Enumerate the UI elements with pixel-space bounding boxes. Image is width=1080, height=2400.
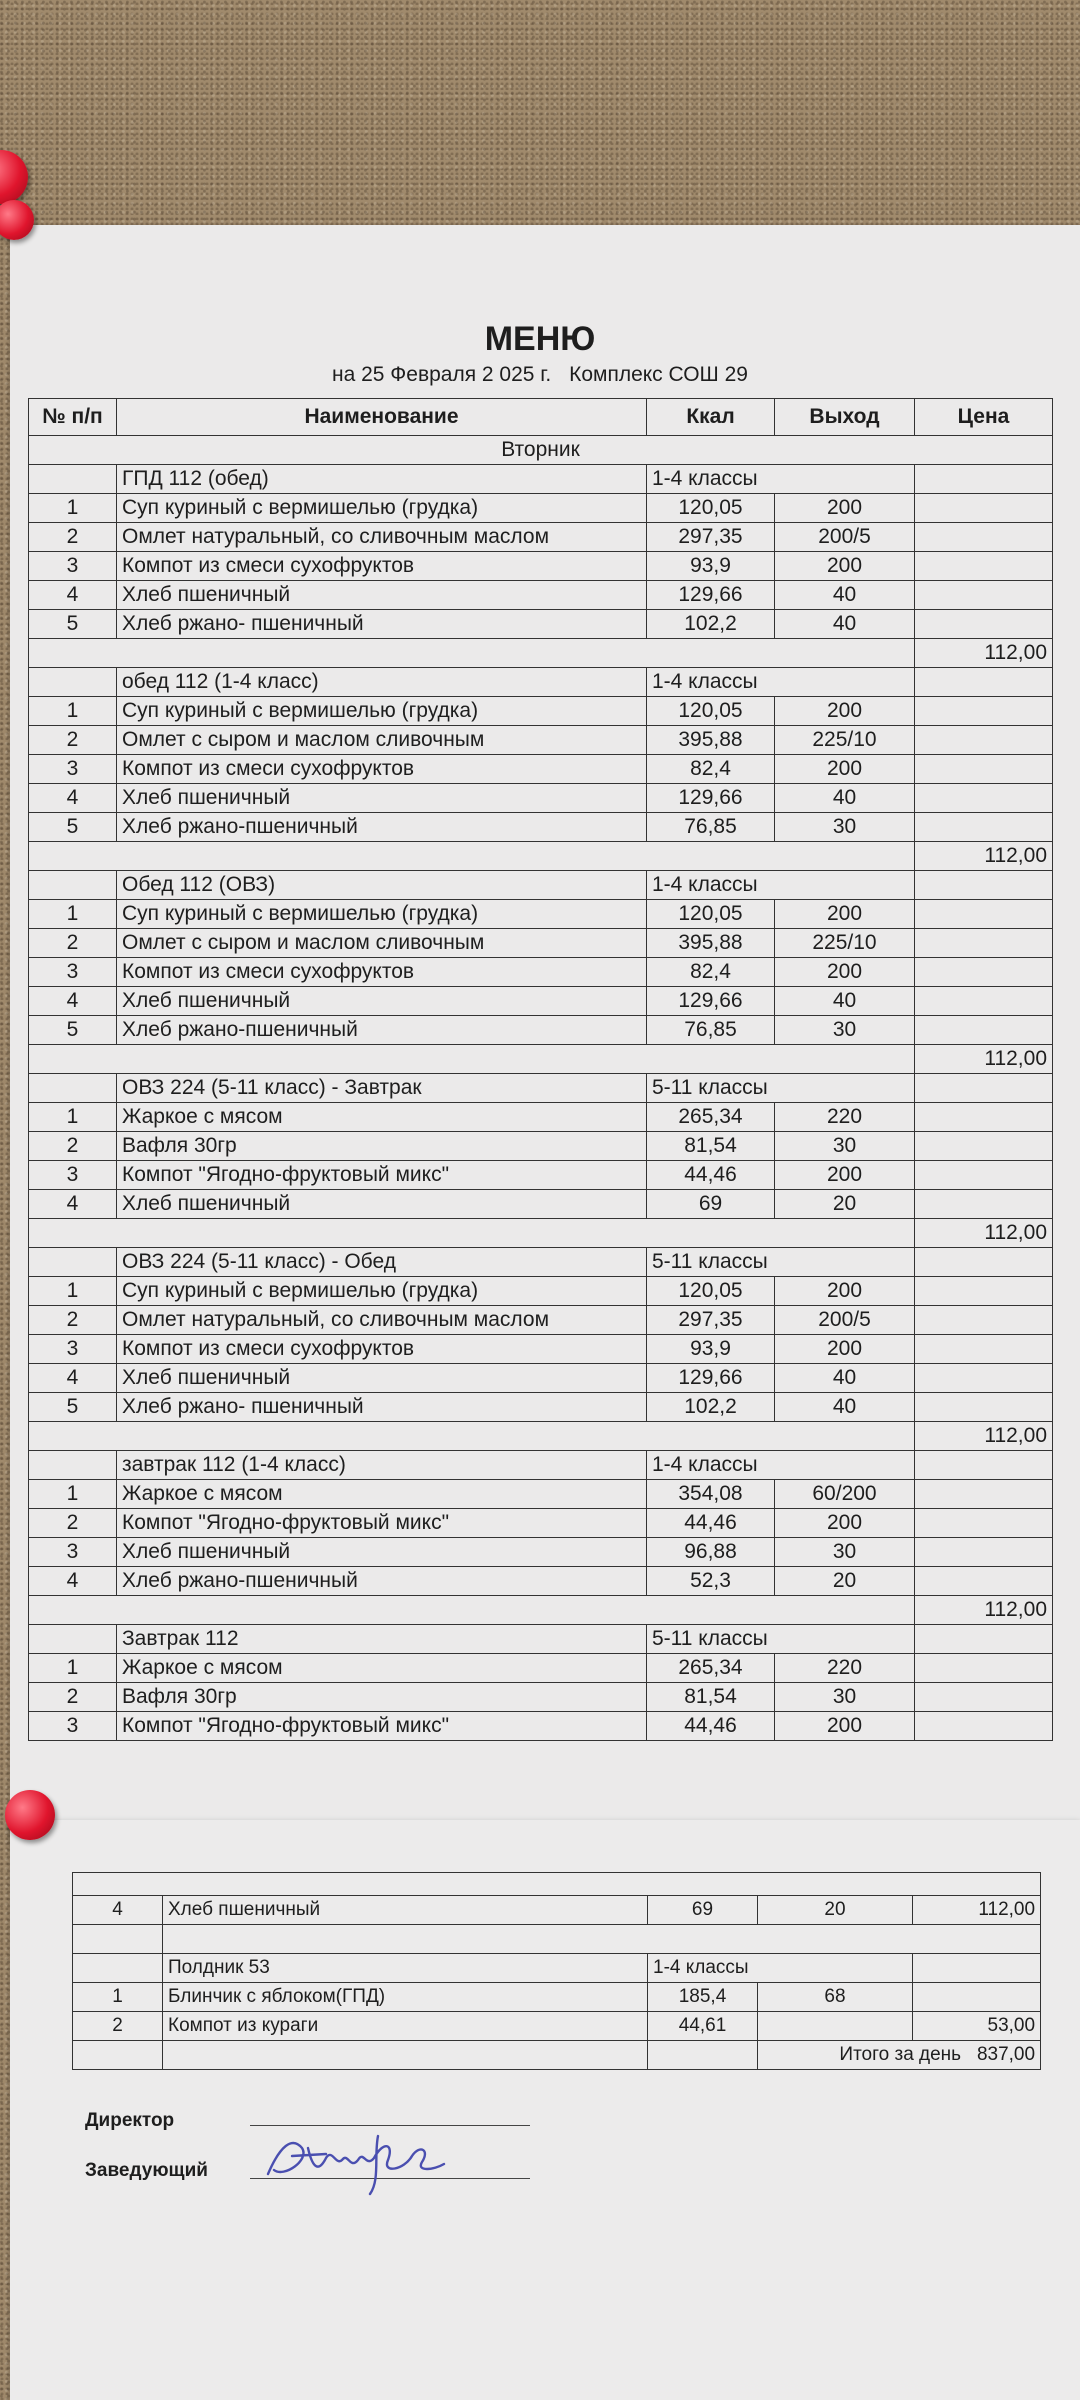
section-spacer (29, 465, 117, 494)
item-price (915, 1190, 1053, 1219)
item-number: 5 (29, 1016, 117, 1045)
section-total: 112,00 (915, 842, 1053, 871)
table-row (29, 813, 1053, 842)
item-price (915, 1538, 1053, 1567)
item-price (915, 523, 1053, 552)
item-kcal: 102,2 (647, 1393, 775, 1422)
item-output: 68 (758, 1983, 913, 2012)
table-row (29, 1393, 1053, 1422)
item-kcal: 129,66 (647, 784, 775, 813)
item-kcal: 44,46 (647, 1161, 775, 1190)
table-row (29, 929, 1053, 958)
item-output: 40 (775, 1364, 915, 1393)
item-price (915, 1393, 1053, 1422)
section-total-row (29, 1422, 1053, 1451)
item-kcal: 44,46 (647, 1712, 775, 1741)
item-price (915, 1335, 1053, 1364)
item-output: 30 (775, 813, 915, 842)
item-name: Компот из смеси сухофруктов (117, 755, 647, 784)
section-spacer (29, 1248, 117, 1277)
item-number: 3 (29, 1161, 117, 1190)
table-row (29, 1712, 1053, 1741)
total-spacer (29, 1422, 915, 1451)
item-name: Компот "Ягодно-фруктовый микс" (117, 1161, 647, 1190)
section-grade: 1-4 классы (647, 465, 915, 494)
table-row (29, 697, 1053, 726)
item-name: Суп куриный с вермишелью (грудка) (117, 697, 647, 726)
item-output: 200 (775, 494, 915, 523)
item-price (915, 900, 1053, 929)
push-pin-icon (0, 150, 28, 204)
item-output: 40 (775, 1393, 915, 1422)
item-name: Хлеб ржано- пшеничный (117, 610, 647, 639)
item-kcal: 185,4 (648, 1983, 758, 2012)
item-price (915, 697, 1053, 726)
section-header-row (29, 1451, 1053, 1480)
table-row (29, 1161, 1053, 1190)
table-row (29, 1683, 1053, 1712)
item-price (915, 1277, 1053, 1306)
section-total-row (29, 1045, 1053, 1074)
menu-date: на 25 Февраля 2 025 г. (332, 363, 552, 386)
table-row (29, 1190, 1053, 1219)
section-name: завтрак 112 (1-4 класс) (117, 1451, 647, 1480)
item-kcal: 52,3 (647, 1567, 775, 1596)
item-kcal: 69 (647, 1190, 775, 1219)
item-output: 200 (775, 755, 915, 784)
item-number: 2 (29, 1683, 117, 1712)
item-output: 40 (775, 784, 915, 813)
item-kcal: 76,85 (647, 1016, 775, 1045)
item-output: 60/200 (775, 1480, 915, 1509)
item-number: 2 (29, 1509, 117, 1538)
item-name: Омлет с сыром и маслом сливочным (117, 726, 647, 755)
item-price (915, 1161, 1053, 1190)
item-output: 200 (775, 552, 915, 581)
section-price-cell (915, 1074, 1053, 1103)
item-price (915, 1654, 1053, 1683)
section-price-cell (915, 668, 1053, 697)
item-number: 2 (29, 1306, 117, 1335)
item-kcal: 96,88 (647, 1538, 775, 1567)
item-kcal: 93,9 (647, 1335, 775, 1364)
menu-table (28, 398, 1053, 1741)
page-title: МЕНЮ (484, 320, 596, 358)
item-name: Омлет натуральный, со сливочным маслом (117, 1306, 647, 1335)
item-name: Хлеб ржано-пшеничный (117, 1016, 647, 1045)
total-spacer (29, 1596, 915, 1625)
table-row (73, 1983, 1041, 2012)
item-number: 3 (29, 958, 117, 987)
item-name: Компот из кураги (163, 2012, 648, 2041)
section-header-row (29, 1625, 1053, 1654)
item-name: Жаркое с мясом (117, 1480, 647, 1509)
item-price (915, 1306, 1053, 1335)
section-header-row (29, 871, 1053, 900)
item-price (915, 784, 1053, 813)
item-name: Хлеб ржано-пшеничный (117, 813, 647, 842)
table-row (29, 581, 1053, 610)
item-kcal: 120,05 (647, 900, 775, 929)
item-number: 3 (29, 1335, 117, 1364)
item-price (915, 610, 1053, 639)
item-price (915, 581, 1053, 610)
item-name: Хлеб пшеничный (163, 1896, 648, 1925)
table-row (29, 726, 1053, 755)
item-name: Вафля 30гр (117, 1132, 647, 1161)
item-kcal: 44,46 (647, 1509, 775, 1538)
table-row (29, 1480, 1053, 1509)
item-number: 2 (29, 1132, 117, 1161)
item-output: 30 (775, 1538, 915, 1567)
section-total-row (29, 842, 1053, 871)
section-name: Завтрак 112 (117, 1625, 647, 1654)
item-kcal: 297,35 (647, 1306, 775, 1335)
item-name: Вафля 30гр (117, 1683, 647, 1712)
item-output: 200 (775, 1712, 915, 1741)
section-name: ОВЗ 224 (5-11 класс) - Обед (117, 1248, 647, 1277)
item-name: Компот "Ягодно-фруктовый микс" (117, 1509, 647, 1538)
item-number: 4 (29, 987, 117, 1016)
item-price (915, 987, 1053, 1016)
table-header-row (29, 399, 1053, 436)
section-price-cell (915, 871, 1053, 900)
section-price-cell (915, 1248, 1053, 1277)
item-kcal: 297,35 (647, 523, 775, 552)
item-kcal: 120,05 (647, 494, 775, 523)
item-output: 225/10 (775, 726, 915, 755)
item-price (915, 726, 1053, 755)
item-number: 1 (29, 900, 117, 929)
item-kcal: 81,54 (647, 1132, 775, 1161)
section-total: 112,00 (915, 1596, 1053, 1625)
item-kcal: 129,66 (647, 581, 775, 610)
section-grade: 5-11 классы (647, 1074, 915, 1103)
total-spacer (29, 1045, 915, 1074)
item-number: 1 (73, 1983, 163, 2012)
item-price (915, 755, 1053, 784)
section-grade: 1-4 классы (647, 1451, 915, 1480)
section-header-row (29, 668, 1053, 697)
item-name: Суп куриный с вермишелью (грудка) (117, 900, 647, 929)
item-price (915, 1480, 1053, 1509)
item-name: Хлеб пшеничный (117, 987, 647, 1016)
table-row (29, 987, 1053, 1016)
item-kcal: 44,61 (648, 2012, 758, 2041)
table-row (73, 1896, 1041, 1925)
section-price-cell (915, 465, 1053, 494)
item-output: 200 (775, 958, 915, 987)
item-output: 200 (775, 1509, 915, 1538)
item-output: 30 (775, 1132, 915, 1161)
table-row (29, 1335, 1053, 1364)
item-price (915, 1683, 1053, 1712)
item-number: 2 (29, 726, 117, 755)
table-row (29, 784, 1053, 813)
table-row (29, 610, 1053, 639)
item-number: 3 (29, 552, 117, 581)
section-price-cell (915, 1451, 1053, 1480)
table-row (29, 1306, 1053, 1335)
push-pin-icon (5, 1790, 55, 1840)
section-header-row (29, 1074, 1053, 1103)
table-row (29, 1103, 1053, 1132)
item-price (915, 813, 1053, 842)
item-number: 3 (29, 755, 117, 784)
day-row (29, 436, 1053, 465)
item-name: Блинчик с яблоком(ГПД) (163, 1983, 648, 2012)
item-number: 3 (29, 1712, 117, 1741)
section-total-row (29, 1219, 1053, 1248)
col-header-number: № п/п (29, 399, 117, 436)
section-name: Полдник 53 (163, 1954, 648, 1983)
section-name: ГПД 112 (обед) (117, 465, 647, 494)
manager-label: Заведующий (85, 2160, 208, 2181)
item-name: Компот из смеси сухофруктов (117, 1335, 647, 1364)
table-row (29, 1277, 1053, 1306)
page-subtitle (0, 363, 1080, 387)
item-output: 200/5 (775, 1306, 915, 1335)
col-header-name: Наименование (117, 399, 647, 436)
item-number: 4 (29, 1190, 117, 1219)
section-name: Обед 112 (ОВЗ) (117, 871, 647, 900)
section-grade: 5-11 классы (647, 1625, 915, 1654)
item-kcal: 76,85 (647, 813, 775, 842)
item-output: 30 (775, 1683, 915, 1712)
item-kcal: 82,4 (647, 755, 775, 784)
item-price (915, 1509, 1053, 1538)
section-name: ОВЗ 224 (5-11 класс) - Завтрак (117, 1074, 647, 1103)
table-row (29, 755, 1053, 784)
item-price (915, 1364, 1053, 1393)
item-output: 225/10 (775, 929, 915, 958)
section-header-row (29, 1248, 1053, 1277)
item-price (915, 1712, 1053, 1741)
item-number: 1 (29, 1480, 117, 1509)
col-header-price: Цена (915, 399, 1053, 436)
item-output: 20 (775, 1190, 915, 1219)
item-kcal: 82,4 (647, 958, 775, 987)
item-name: Хлеб пшеничный (117, 1538, 647, 1567)
item-kcal: 265,34 (647, 1103, 775, 1132)
item-output: 40 (775, 610, 915, 639)
item-output: 20 (758, 1896, 913, 1925)
section-spacer (29, 1074, 117, 1103)
item-kcal: 69 (648, 1896, 758, 1925)
day-total-row (73, 2041, 1041, 2070)
day-total-value: 837,00 (976, 2044, 1036, 2065)
table-row (29, 552, 1053, 581)
item-price (915, 929, 1053, 958)
item-name: Омлет с сыром и маслом сливочным (117, 929, 647, 958)
section-spacer (29, 1451, 117, 1480)
item-price (915, 1132, 1053, 1161)
table-row (29, 1567, 1053, 1596)
menu-table-continued (72, 1872, 1041, 2070)
section-grade: 1-4 классы (647, 668, 915, 697)
item-kcal: 93,9 (647, 552, 775, 581)
item-number: 3 (29, 1538, 117, 1567)
item-price (915, 1567, 1053, 1596)
day-total-label: Итого за день (839, 2044, 962, 2065)
item-name: Жаркое с мясом (117, 1654, 647, 1683)
section-total: 112,00 (915, 1422, 1053, 1451)
item-number: 4 (29, 784, 117, 813)
item-number: 1 (29, 1103, 117, 1132)
table-row (29, 494, 1053, 523)
table-row (29, 523, 1053, 552)
day-name: Вторник (29, 436, 1053, 465)
item-name: Хлеб пшеничный (117, 1190, 647, 1219)
item-number: 2 (73, 2012, 163, 2041)
item-name: Компот "Ягодно-фруктовый микс" (117, 1712, 647, 1741)
item-name: Хлеб пшеничный (117, 581, 647, 610)
table-row (73, 1925, 1041, 1954)
item-name: Суп куриный с вермишелью (грудка) (117, 494, 647, 523)
section-spacer (29, 668, 117, 697)
item-kcal: 129,66 (647, 987, 775, 1016)
item-number: 2 (29, 523, 117, 552)
table-row (73, 1873, 1041, 1896)
section-grade: 1-4 классы (647, 871, 915, 900)
total-spacer (29, 639, 915, 668)
section-total: 53,00 (913, 2012, 1041, 2041)
table-row (29, 1132, 1053, 1161)
section-header-row (73, 1954, 1041, 1983)
section-total: 112,00 (915, 639, 1053, 668)
item-number: 1 (29, 1654, 117, 1683)
item-number: 4 (29, 1567, 117, 1596)
item-output: 200 (775, 1161, 915, 1190)
item-price (915, 494, 1053, 523)
section-total-row (29, 1596, 1053, 1625)
item-number: 4 (73, 1896, 163, 1925)
item-name: Омлет натуральный, со сливочным маслом (117, 523, 647, 552)
section-total: 112,00 (913, 1896, 1041, 1925)
item-output: 200 (775, 1335, 915, 1364)
item-number: 5 (29, 813, 117, 842)
table-row (73, 2012, 1041, 2041)
item-output: 20 (775, 1567, 915, 1596)
total-spacer (29, 1219, 915, 1248)
item-kcal: 354,08 (647, 1480, 775, 1509)
table-row (29, 1509, 1053, 1538)
item-output: 30 (775, 1016, 915, 1045)
item-number: 4 (29, 1364, 117, 1393)
item-name: Жаркое с мясом (117, 1103, 647, 1132)
section-spacer (29, 1625, 117, 1654)
section-grade: 1-4 классы (648, 1954, 913, 1983)
table-row (29, 900, 1053, 929)
item-output: 200 (775, 697, 915, 726)
item-kcal: 129,66 (647, 1364, 775, 1393)
section-total-row (29, 639, 1053, 668)
item-kcal: 120,05 (647, 697, 775, 726)
item-number: 5 (29, 610, 117, 639)
item-name: Компот из смеси сухофруктов (117, 552, 647, 581)
table-row (29, 1016, 1053, 1045)
section-name: обед 112 (1-4 класс) (117, 668, 647, 697)
item-number: 1 (29, 697, 117, 726)
section-total: 112,00 (915, 1219, 1053, 1248)
item-number: 4 (29, 581, 117, 610)
section-spacer (29, 871, 117, 900)
section-price-cell (915, 1625, 1053, 1654)
item-name: Хлеб пшеничный (117, 1364, 647, 1393)
item-output: 220 (775, 1103, 915, 1132)
item-name: Хлеб ржано-пшеничный (117, 1567, 647, 1596)
item-number: 5 (29, 1393, 117, 1422)
item-output: 200 (775, 900, 915, 929)
item-kcal: 265,34 (647, 1654, 775, 1683)
item-name: Хлеб ржано- пшеничный (117, 1393, 647, 1422)
director-label: Директор (85, 2110, 175, 2131)
item-price (915, 552, 1053, 581)
item-kcal: 120,05 (647, 1277, 775, 1306)
total-spacer (29, 842, 915, 871)
section-grade: 5-11 классы (647, 1248, 915, 1277)
section-total: 112,00 (915, 1045, 1053, 1074)
menu-complex: Комплекс СОШ 29 (569, 363, 748, 386)
table-row (29, 1654, 1053, 1683)
item-kcal: 395,88 (647, 726, 775, 755)
table-row (29, 958, 1053, 987)
item-kcal: 102,2 (647, 610, 775, 639)
item-name: Хлеб пшеничный (117, 784, 647, 813)
item-kcal: 81,54 (647, 1683, 775, 1712)
item-number: 1 (29, 494, 117, 523)
item-name: Суп куриный с вермишелью (грудка) (117, 1277, 647, 1306)
item-output: 200 (775, 1277, 915, 1306)
col-header-output: Выход (775, 399, 915, 436)
item-number: 2 (29, 929, 117, 958)
section-header-row (29, 465, 1053, 494)
item-output: 40 (775, 987, 915, 1016)
item-name: Компот из смеси сухофруктов (117, 958, 647, 987)
day-total (758, 2041, 1041, 2070)
item-output: 40 (775, 581, 915, 610)
item-output: 220 (775, 1654, 915, 1683)
table-row (29, 1538, 1053, 1567)
item-number: 1 (29, 1277, 117, 1306)
item-price (915, 958, 1053, 987)
item-output: 200/5 (775, 523, 915, 552)
table-row (29, 1364, 1053, 1393)
item-kcal: 395,88 (647, 929, 775, 958)
item-price (915, 1103, 1053, 1132)
col-header-kcal: Ккал (647, 399, 775, 436)
handwritten-signature (262, 2126, 452, 2196)
item-price (915, 1016, 1053, 1045)
